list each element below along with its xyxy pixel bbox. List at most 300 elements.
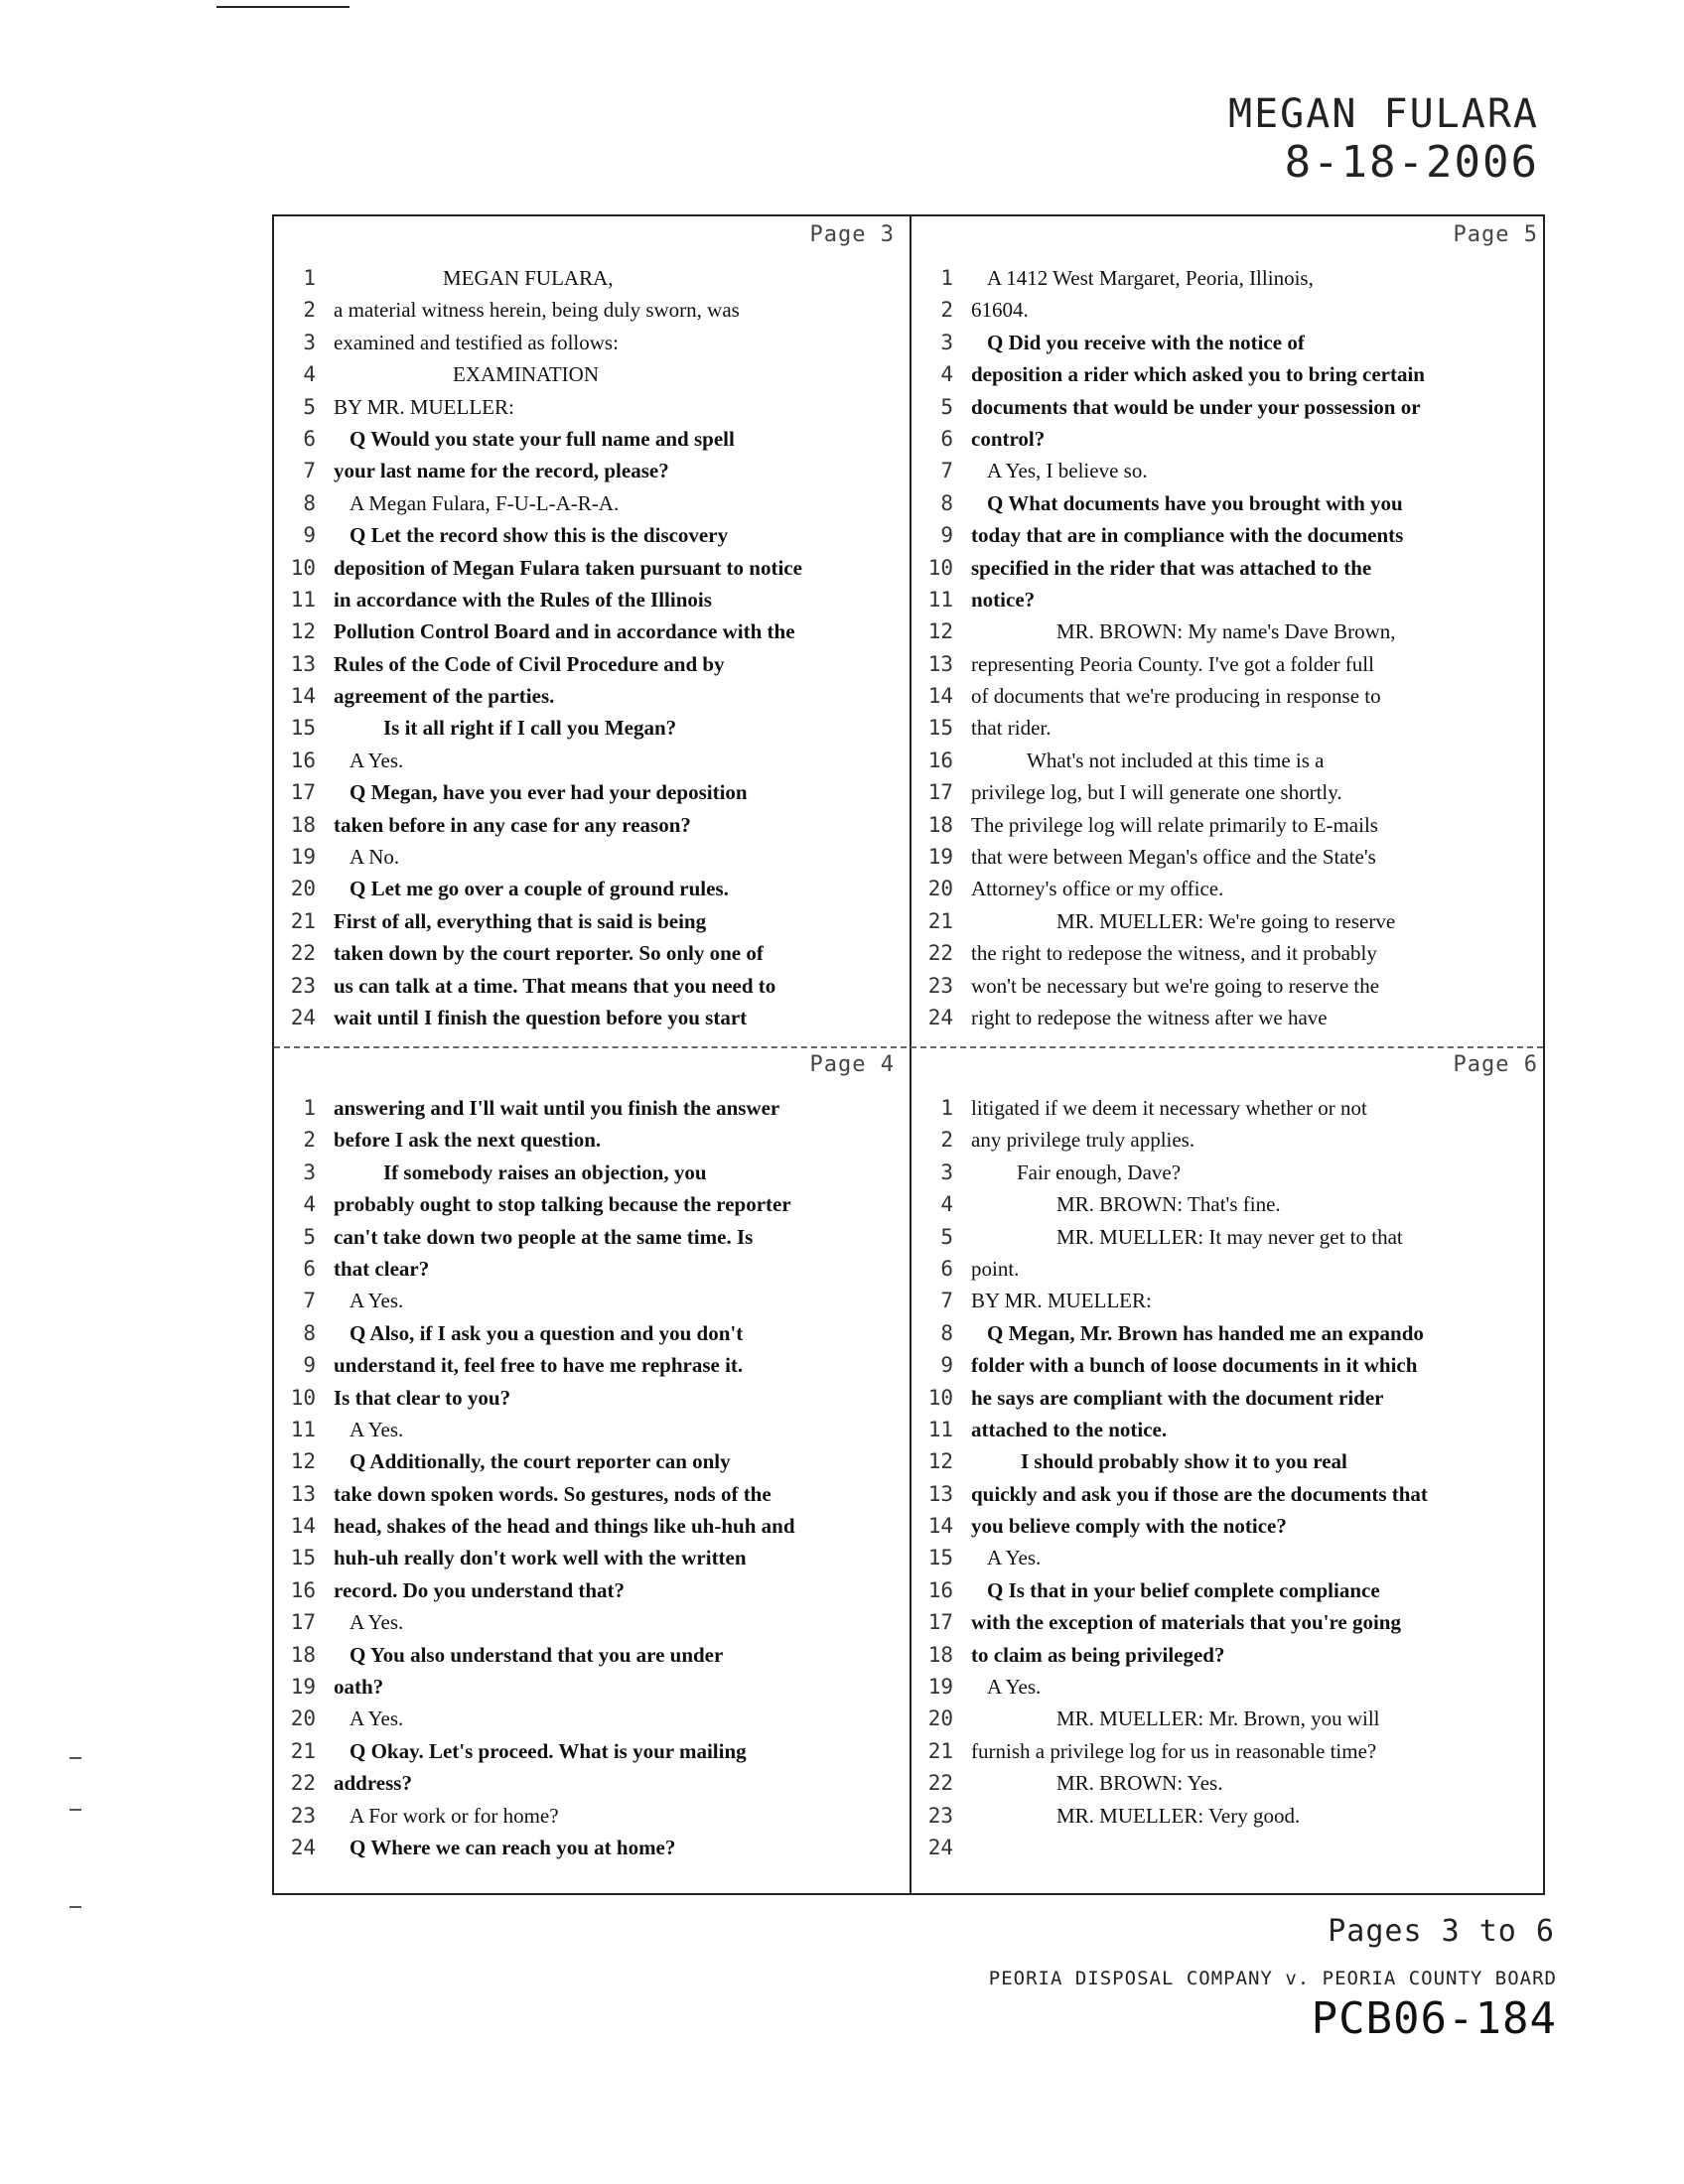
line-number: 16 — [290, 748, 316, 772]
line-number: 17 — [290, 1610, 316, 1635]
line-text: record. Do you understand that? — [334, 1577, 626, 1602]
line-number: 20 — [290, 877, 316, 901]
transcript-line — [919, 584, 1540, 615]
line-text: BY MR. MUELLER: — [334, 394, 514, 419]
transcript-line — [282, 1574, 903, 1606]
pages-range: Pages 3 to 6 — [1328, 1914, 1555, 1949]
line-text: probably ought to stop talking because the reporter — [334, 1192, 791, 1217]
line-number: 15 — [290, 716, 316, 741]
line-number: 19 — [927, 1675, 953, 1700]
line-text: us can talk at a time. That means that you need to — [334, 973, 776, 998]
transcript-line — [282, 1285, 903, 1316]
line-text: A Yes. — [350, 748, 404, 772]
line-number: 18 — [927, 812, 953, 837]
transcript-line — [919, 1285, 1540, 1316]
line-number: 14 — [290, 684, 316, 709]
transcript-line — [282, 519, 903, 551]
line-text: Q Megan, Mr. Brown has handed me an expando — [987, 1320, 1424, 1345]
line-number: 10 — [290, 1385, 316, 1410]
transcript-page — [282, 1052, 903, 1863]
transcript-line — [282, 776, 903, 808]
line-text: A Yes, I believe so. — [987, 459, 1148, 483]
transcript-line — [919, 745, 1540, 776]
line-text: deposition of Megan Fulara taken pursuant to notice — [334, 555, 802, 580]
transcript-line — [919, 1092, 1540, 1124]
line-number: 11 — [927, 587, 953, 612]
transcript-line — [919, 615, 1540, 647]
line-text: Is it all right if I call you Megan? — [383, 716, 677, 741]
line-text: any privilege truly applies. — [971, 1128, 1195, 1153]
transcript-line — [282, 1671, 903, 1703]
line-number: 1 — [303, 1096, 316, 1120]
line-number: 20 — [927, 1706, 953, 1731]
line-text: deposition a rider which asked you to bring certain — [971, 362, 1425, 387]
page-number: Page 4 — [809, 1052, 895, 1077]
line-text: MR. MUELLER: Mr. Brown, you will — [1056, 1706, 1380, 1731]
line-text: that were between Megan's office and the State's — [971, 845, 1376, 870]
transcript-line — [282, 1703, 903, 1734]
line-text: agreement of the parties. — [334, 684, 555, 709]
page-number: Page 6 — [1453, 1052, 1538, 1077]
line-number: 15 — [290, 1546, 316, 1570]
line-text: you believe comply with the notice? — [971, 1514, 1287, 1539]
transcript-line — [919, 455, 1540, 486]
line-text: A For work or for home? — [350, 1803, 559, 1828]
transcript-line — [282, 358, 903, 390]
line-number: 5 — [940, 394, 953, 419]
transcript-line — [919, 519, 1540, 551]
line-number: 12 — [290, 1449, 316, 1474]
line-number: 11 — [290, 587, 316, 612]
transcript-line — [282, 873, 903, 904]
line-number: 18 — [927, 1642, 953, 1667]
transcript-line — [282, 1445, 903, 1477]
line-text: notice? — [971, 587, 1036, 612]
transcript-page — [282, 222, 903, 1033]
transcript-frame — [272, 214, 1545, 1895]
transcript-line — [919, 1188, 1540, 1220]
line-text: understand it, feel free to have me rephrase it. — [334, 1353, 744, 1378]
line-number: 4 — [940, 1192, 953, 1217]
transcript-line — [919, 1735, 1540, 1767]
line-number: 3 — [940, 1160, 953, 1184]
line-text: A Yes. — [350, 1417, 404, 1441]
transcript-line — [282, 552, 903, 584]
transcript-line — [919, 712, 1540, 744]
line-text: today that are in compliance with the documents — [971, 523, 1404, 548]
line-text: A Yes. — [987, 1546, 1042, 1570]
line-number: 9 — [940, 523, 953, 548]
line-number: 9 — [303, 1353, 316, 1378]
line-number: 19 — [290, 1675, 316, 1700]
transcript-line — [919, 1574, 1540, 1606]
transcript-line — [919, 423, 1540, 455]
line-number: 16 — [927, 1577, 953, 1602]
line-text: MEGAN FULARA, — [443, 266, 614, 290]
line-text: Q Let the record show this is the discovery — [350, 523, 729, 548]
line-number: 18 — [290, 812, 316, 837]
deponent-name: MEGAN FULARA — [1228, 91, 1539, 137]
line-number: 18 — [290, 1642, 316, 1667]
transcript-line — [919, 648, 1540, 680]
line-text: Q What documents have you brought with you — [987, 490, 1403, 515]
line-number: 7 — [940, 1289, 953, 1313]
deposition-date: 8-18-2006 — [1284, 137, 1539, 188]
page-number: Page 3 — [809, 222, 895, 247]
line-number: 1 — [940, 1096, 953, 1120]
line-text: examined and testified as follows: — [334, 330, 619, 354]
transcript-line — [282, 841, 903, 873]
line-text: won't be necessary but we're going to reserve the — [971, 973, 1380, 998]
line-number: 6 — [303, 426, 316, 451]
line-text: A Yes. — [350, 1610, 404, 1635]
line-number: 21 — [927, 1738, 953, 1763]
transcript-line — [919, 1002, 1540, 1033]
line-number: 22 — [290, 941, 316, 966]
line-text: MR. BROWN: My name's Dave Brown, — [1056, 619, 1396, 644]
line-text: answering and I'll wait until you finish the answer — [334, 1096, 780, 1120]
line-number: 7 — [303, 1289, 316, 1313]
line-text: Q Let me go over a couple of ground rules. — [350, 877, 729, 901]
line-number: 14 — [290, 1514, 316, 1539]
transcript-line — [919, 1382, 1540, 1414]
transcript-line — [282, 1157, 903, 1188]
transcript-line — [919, 294, 1540, 326]
line-text: If somebody raises an objection, you — [383, 1160, 707, 1184]
margin-mark — [70, 1809, 81, 1811]
line-number: 10 — [290, 555, 316, 580]
transcript-line — [919, 1124, 1540, 1156]
transcript-line — [919, 1606, 1540, 1638]
transcript-line — [282, 423, 903, 455]
line-number: 3 — [303, 1160, 316, 1184]
line-text: I should probably show it to you real — [1021, 1449, 1347, 1474]
transcript-line — [919, 1832, 1540, 1863]
line-text: the right to redepose the witness, and it probably — [971, 941, 1377, 966]
line-text: A Yes. — [350, 1289, 404, 1313]
line-number: 22 — [290, 1771, 316, 1796]
top-rule — [216, 6, 350, 8]
transcript-line — [282, 745, 903, 776]
transcript-line — [919, 1639, 1540, 1671]
line-text: Rules of the Code of Civil Procedure and by — [334, 651, 725, 676]
line-text: a material witness herein, being duly sworn, was — [334, 298, 740, 323]
line-text: oath? — [334, 1675, 384, 1700]
line-text: Q Additionally, the court reporter can only — [350, 1449, 731, 1474]
transcript-line — [282, 1478, 903, 1510]
line-text: that clear? — [334, 1256, 430, 1281]
line-text: take down spoken words. So gestures, nods of the — [334, 1481, 772, 1506]
transcript-line — [282, 1639, 903, 1671]
line-number: 13 — [927, 1481, 953, 1506]
line-number: 8 — [940, 490, 953, 515]
line-number: 4 — [303, 1192, 316, 1217]
line-text: of documents that we're producing in response to — [971, 684, 1381, 709]
line-text: head, shakes of the head and things like uh-huh and — [334, 1514, 795, 1539]
line-text: A 1412 West Margaret, Peoria, Illinois, — [987, 266, 1314, 290]
transcript-line — [919, 1221, 1540, 1253]
transcript-line — [282, 1832, 903, 1863]
line-number: 23 — [927, 973, 953, 998]
line-text: right to redepose the witness after we have — [971, 1005, 1328, 1029]
line-number: 17 — [927, 780, 953, 805]
transcript-line — [919, 1157, 1540, 1188]
transcript-line — [282, 1606, 903, 1638]
line-text: documents that would be under your possession or — [971, 394, 1421, 419]
transcript-line — [919, 1253, 1540, 1285]
line-number: 14 — [927, 1514, 953, 1539]
line-text: Is that clear to you? — [334, 1385, 511, 1410]
page-number: Page 5 — [1453, 222, 1538, 247]
line-text: representing Peoria County. I've got a folder full — [971, 651, 1374, 676]
transcript-line — [919, 358, 1540, 390]
transcript-line — [282, 1124, 903, 1156]
line-text: MR. MUELLER: It may never get to that — [1056, 1224, 1403, 1249]
line-text: quickly and ask you if those are the documents that — [971, 1481, 1428, 1506]
line-number: 5 — [303, 1224, 316, 1249]
margin-mark — [70, 1757, 81, 1759]
line-number: 6 — [303, 1256, 316, 1281]
line-text: A Yes. — [987, 1675, 1042, 1700]
line-number: 3 — [303, 330, 316, 354]
line-number: 6 — [940, 1256, 953, 1281]
transcript-line — [919, 1445, 1540, 1477]
line-number: 10 — [927, 555, 953, 580]
line-text: Q Did you receive with the notice of — [987, 330, 1305, 354]
transcript-line — [282, 1735, 903, 1767]
transcript-line — [282, 1002, 903, 1033]
transcript-lines — [919, 1092, 1540, 1863]
transcript-line — [919, 1349, 1540, 1381]
transcript-line — [919, 1317, 1540, 1349]
transcript-line — [919, 262, 1540, 294]
transcript-line — [282, 294, 903, 326]
line-number: 23 — [290, 1803, 316, 1828]
line-text: your last name for the record, please? — [334, 459, 669, 483]
transcript-line — [919, 1703, 1540, 1734]
transcript-line — [919, 841, 1540, 873]
line-text: can't take down two people at the same time. Is — [334, 1224, 754, 1249]
line-text: before I ask the next question. — [334, 1128, 602, 1153]
line-text: litigated if we deem it necessary whether or not — [971, 1096, 1367, 1120]
transcript-lines — [282, 1092, 903, 1863]
line-number: 19 — [927, 845, 953, 870]
transcript-line — [282, 905, 903, 937]
line-number: 5 — [940, 1224, 953, 1249]
line-number: 24 — [927, 1005, 953, 1029]
line-text: What's not included at this time is a — [1027, 748, 1325, 772]
line-text: Q Also, if I ask you a question and you don't — [350, 1320, 744, 1345]
transcript-line — [282, 937, 903, 969]
line-text: to claim as being privileged? — [971, 1642, 1225, 1667]
line-number: 23 — [290, 973, 316, 998]
line-number: 2 — [940, 298, 953, 323]
line-text: MR. BROWN: That's fine. — [1056, 1192, 1281, 1217]
transcript-line — [282, 1317, 903, 1349]
transcript-line — [919, 327, 1540, 358]
line-number: 19 — [290, 845, 316, 870]
transcript-line — [919, 1510, 1540, 1542]
line-text: A Yes. — [350, 1706, 404, 1731]
transcript-line — [282, 809, 903, 841]
line-number: 16 — [927, 748, 953, 772]
line-text: privilege log, but I will generate one shortly. — [971, 780, 1342, 805]
transcript-line — [282, 1767, 903, 1799]
line-text: taken before in any case for any reason? — [334, 812, 691, 837]
line-text: First of all, everything that is said is being — [334, 908, 707, 933]
line-number: 5 — [303, 394, 316, 419]
line-number: 8 — [940, 1320, 953, 1345]
margin-mark — [70, 1906, 81, 1908]
line-number: 24 — [290, 1835, 316, 1859]
transcript-page — [919, 222, 1540, 1033]
line-text: that rider. — [971, 716, 1052, 741]
line-number: 2 — [303, 298, 316, 323]
line-text: Q You also understand that you are under — [350, 1642, 724, 1667]
line-number: 21 — [927, 908, 953, 933]
transcript-line — [282, 487, 903, 519]
line-number: 22 — [927, 941, 953, 966]
transcript-line — [282, 455, 903, 486]
line-text: specified in the rider that was attached to the — [971, 555, 1372, 580]
line-text: folder with a bunch of loose documents in it which — [971, 1353, 1418, 1378]
transcript-line — [919, 1671, 1540, 1703]
transcript-line — [282, 1349, 903, 1381]
column-divider — [910, 216, 912, 1893]
transcript-line — [919, 970, 1540, 1002]
transcript-line — [919, 809, 1540, 841]
line-number: 4 — [303, 362, 316, 387]
line-number: 2 — [303, 1128, 316, 1153]
transcript-line — [282, 1221, 903, 1253]
transcript-line — [282, 680, 903, 712]
transcript-line — [919, 1414, 1540, 1445]
line-number: 17 — [290, 780, 316, 805]
line-text: MR. BROWN: Yes. — [1056, 1771, 1223, 1796]
line-number: 13 — [290, 1481, 316, 1506]
transcript-line — [282, 615, 903, 647]
line-text: BY MR. MUELLER: — [971, 1289, 1152, 1313]
docket-number: PCB06-184 — [1311, 1993, 1557, 2044]
line-number: 16 — [290, 1577, 316, 1602]
row-divider — [274, 1046, 1543, 1048]
line-text: Q Megan, have you ever had your deposition — [350, 780, 748, 805]
line-number: 9 — [940, 1353, 953, 1378]
line-text: MR. MUELLER: Very good. — [1056, 1803, 1301, 1828]
line-number: 14 — [927, 684, 953, 709]
line-number: 24 — [927, 1835, 953, 1859]
line-number: 23 — [927, 1803, 953, 1828]
line-number: 13 — [290, 651, 316, 676]
line-text: taken down by the court reporter. So only one of — [334, 941, 764, 966]
transcript-line — [282, 584, 903, 615]
line-number: 20 — [290, 1706, 316, 1731]
transcript-line — [282, 1092, 903, 1124]
line-number: 12 — [290, 619, 316, 644]
line-text: with the exception of materials that you're going — [971, 1610, 1401, 1635]
line-number: 10 — [927, 1385, 953, 1410]
line-number: 11 — [290, 1417, 316, 1441]
line-number: 9 — [303, 523, 316, 548]
line-text: A No. — [350, 845, 400, 870]
transcript-line — [282, 1414, 903, 1445]
line-number: 21 — [290, 908, 316, 933]
line-text: Q Is that in your belief complete compliance — [987, 1577, 1380, 1602]
transcript-line — [919, 391, 1540, 423]
line-text: Pollution Control Board and in accordance with the — [334, 619, 795, 644]
line-text: address? — [334, 1771, 412, 1796]
transcript-line — [282, 262, 903, 294]
line-text: point. — [971, 1256, 1020, 1281]
line-text: Q Okay. Let's proceed. What is your mailing — [350, 1738, 747, 1763]
transcript-lines — [282, 262, 903, 1033]
line-number: 17 — [927, 1610, 953, 1635]
transcript-line — [282, 648, 903, 680]
line-number: 8 — [303, 490, 316, 515]
transcript-line — [919, 905, 1540, 937]
line-text: Attorney's office or my office. — [971, 877, 1224, 901]
line-text: he says are compliant with the document rider — [971, 1385, 1384, 1410]
transcript-line — [919, 1478, 1540, 1510]
line-number: 8 — [303, 1320, 316, 1345]
transcript-line — [282, 1382, 903, 1414]
line-number: 21 — [290, 1738, 316, 1763]
transcript-line — [282, 327, 903, 358]
line-text: 61604. — [971, 298, 1029, 323]
transcript-line — [919, 776, 1540, 808]
line-text: EXAMINATION — [453, 362, 599, 387]
transcript-line — [282, 1800, 903, 1832]
transcript-line — [282, 970, 903, 1002]
line-number: 12 — [927, 1449, 953, 1474]
line-number: 4 — [940, 362, 953, 387]
line-number: 6 — [940, 426, 953, 451]
transcript-line — [282, 1510, 903, 1542]
line-number: 24 — [290, 1005, 316, 1029]
transcript-line — [282, 1542, 903, 1573]
line-number: 7 — [303, 459, 316, 483]
transcript-line — [919, 487, 1540, 519]
transcript-line — [282, 1253, 903, 1285]
line-text: furnish a privilege log for us in reasonable time? — [971, 1738, 1377, 1763]
line-number: 11 — [927, 1417, 953, 1441]
line-number: 1 — [303, 266, 316, 290]
transcript-line — [919, 1767, 1540, 1799]
case-caption: PEORIA DISPOSAL COMPANY v. PEORIA COUNTY BOARD — [988, 1968, 1557, 1989]
transcript-line — [282, 391, 903, 423]
transcript-line — [919, 680, 1540, 712]
line-text: Fair enough, Dave? — [1017, 1160, 1182, 1184]
line-text: Q Would you state your full name and spell — [350, 426, 735, 451]
line-number: 7 — [940, 459, 953, 483]
line-text: huh-uh really don't work well with the written — [334, 1546, 747, 1570]
line-text: Q Where we can reach you at home? — [350, 1835, 676, 1859]
transcript-line — [282, 712, 903, 744]
line-text: A Megan Fulara, F-U-L-A-R-A. — [350, 490, 620, 515]
line-number: 15 — [927, 716, 953, 741]
line-number: 13 — [927, 651, 953, 676]
line-text: wait until I finish the question before you start — [334, 1005, 748, 1029]
transcript-page — [919, 1052, 1540, 1863]
line-text: attached to the notice. — [971, 1417, 1168, 1441]
line-text: in accordance with the Rules of the Illinois — [334, 587, 712, 612]
line-text: MR. MUELLER: We're going to reserve — [1056, 908, 1396, 933]
transcript-line — [919, 552, 1540, 584]
transcript-line — [282, 1188, 903, 1220]
line-number: 1 — [940, 266, 953, 290]
line-number: 3 — [940, 330, 953, 354]
transcript-lines — [919, 262, 1540, 1033]
